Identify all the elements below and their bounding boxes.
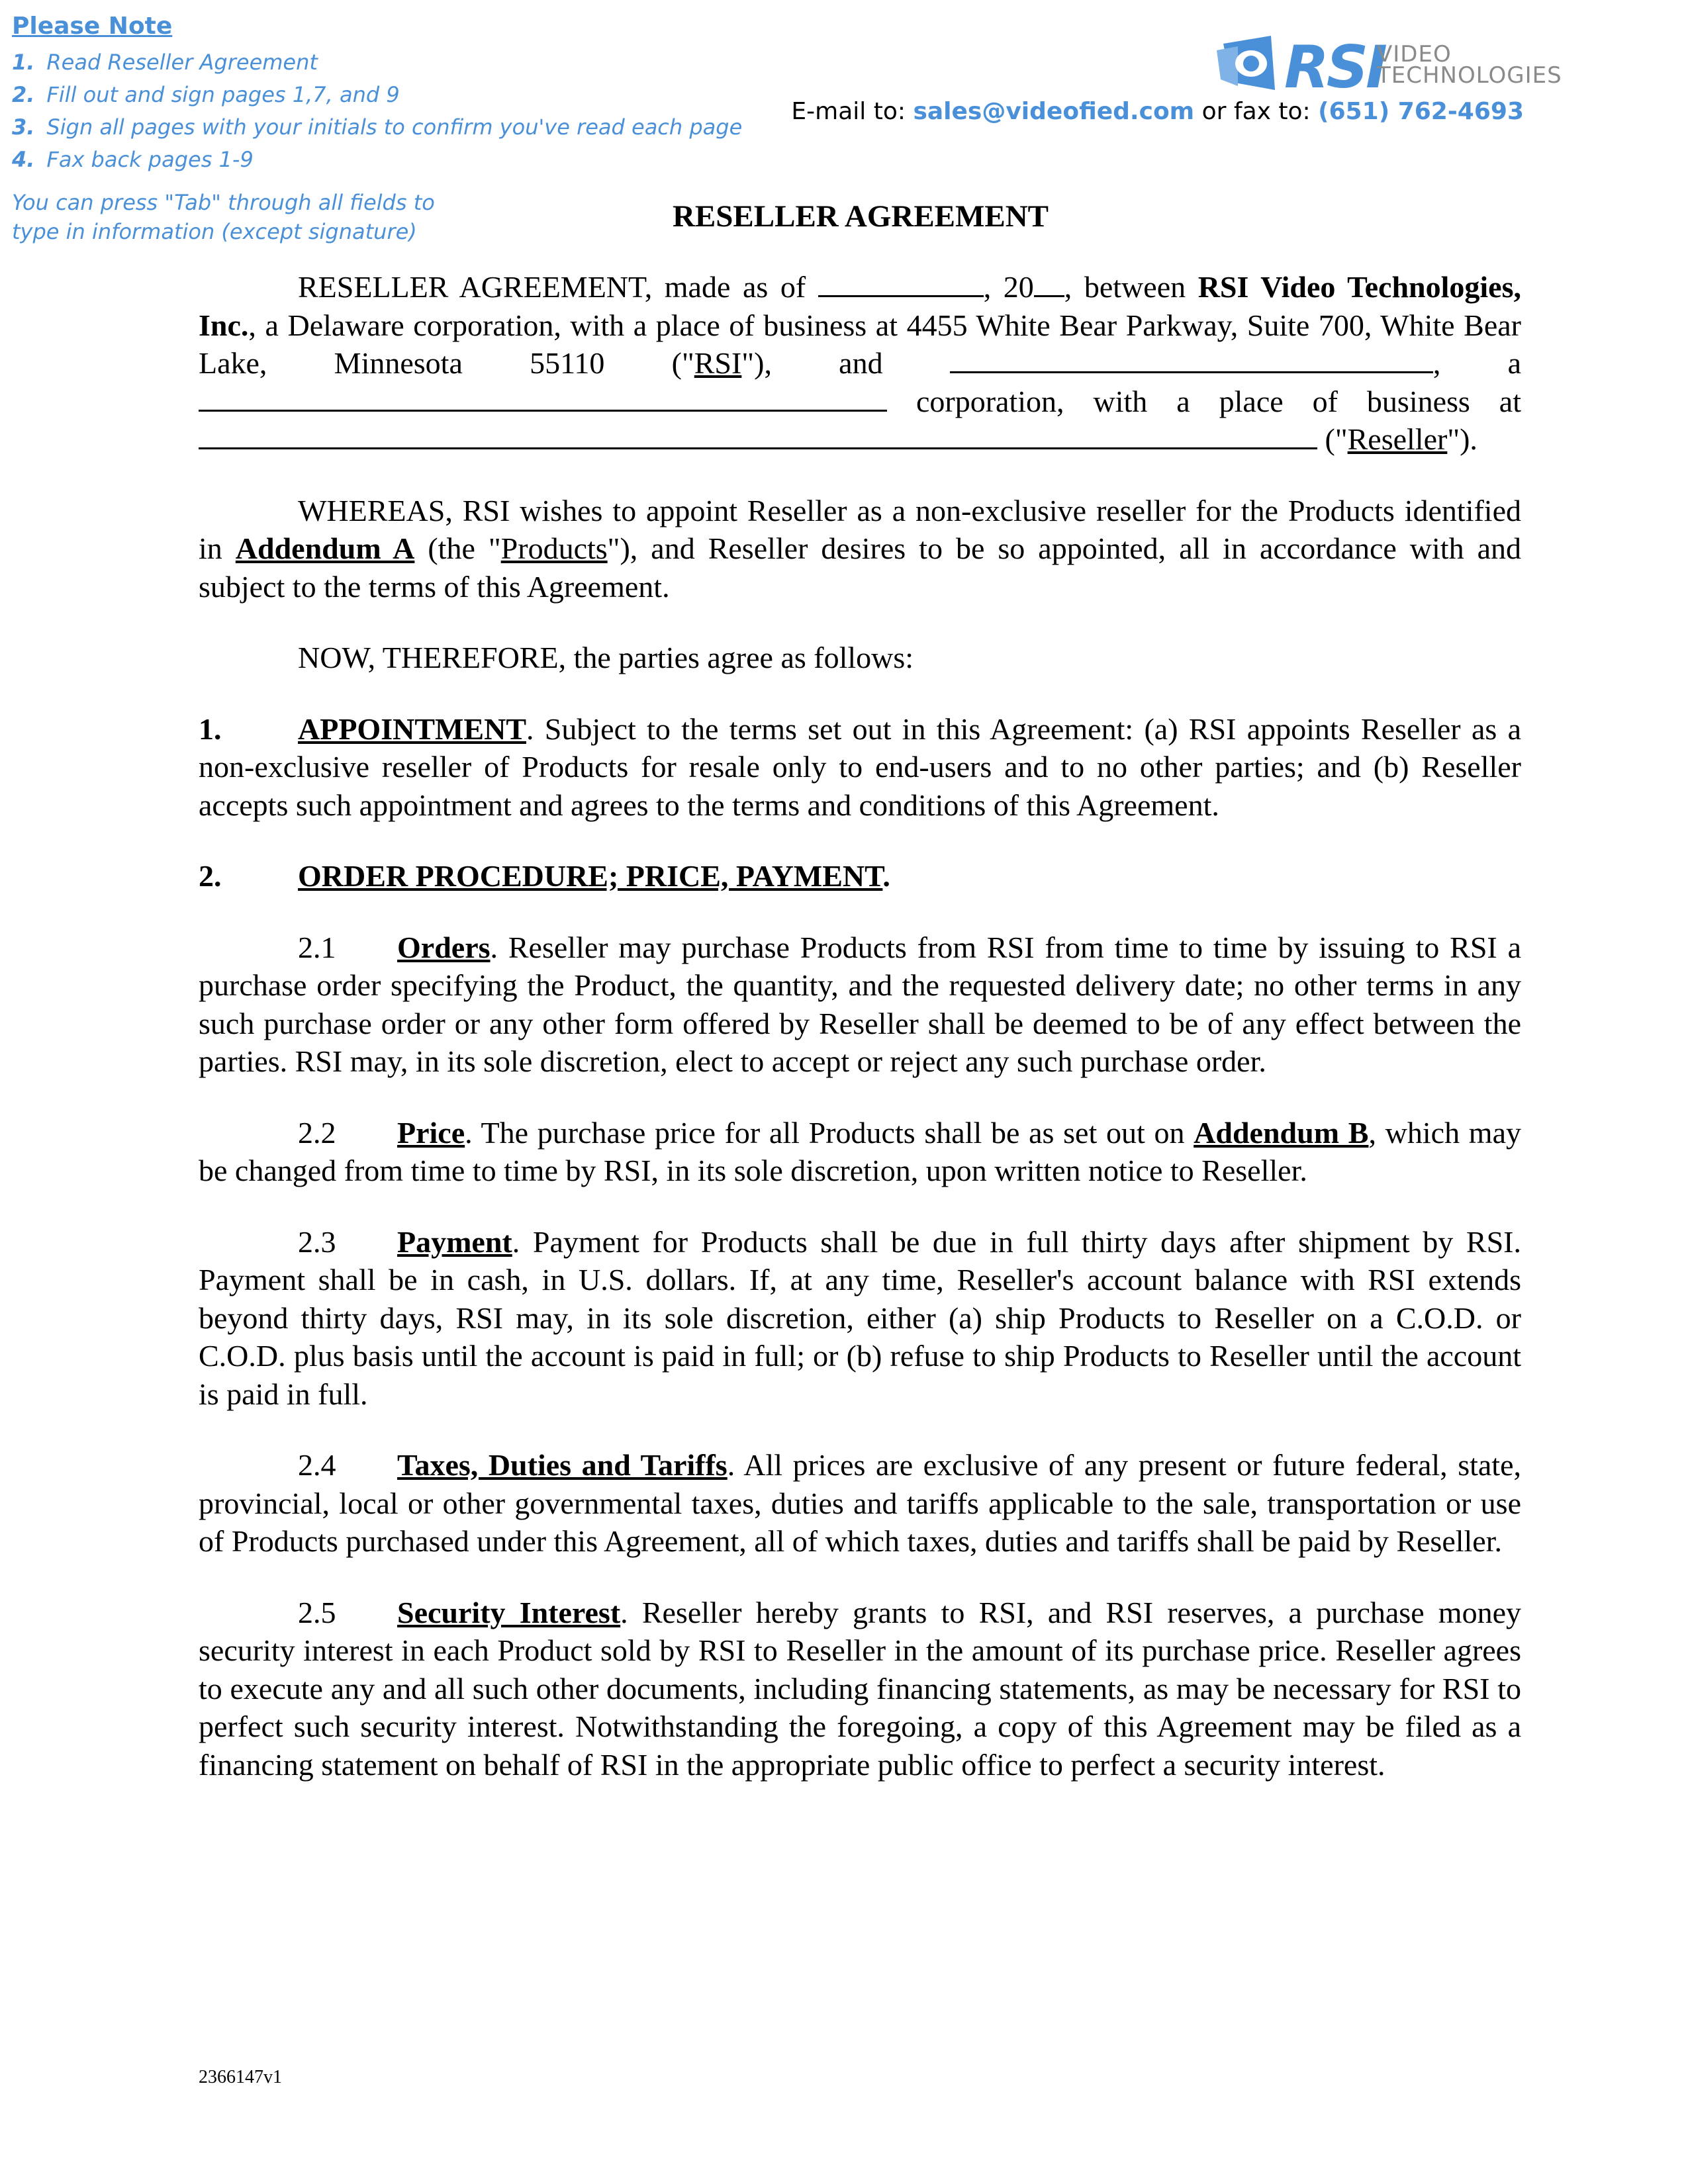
text: , 20: [983, 270, 1034, 304]
text: "), and Reseller desires to be so appointed, all in accordance with and subject to the terms of this Agreement.: [199, 531, 1521, 604]
section-number: 2.: [199, 859, 222, 893]
intro-paragraph: [199, 268, 1521, 459]
reseller-address-field[interactable]: [199, 421, 1317, 449]
text: WHEREAS, RSI wishes to appoint Reseller as a non-exclusive reseller for the Products identified in: [199, 493, 1521, 565]
note-number: 2.: [12, 82, 35, 107]
company-name: RSI Video Technologies, Inc.: [199, 270, 1521, 342]
text: (": [1317, 422, 1348, 456]
note-item: [12, 111, 743, 144]
notes-title: Please Note: [12, 13, 173, 40]
logo-brand: RSI: [1284, 33, 1385, 101]
email-label: E-mail to:: [791, 98, 914, 125]
subsection-text: . The purchase price for all Products shall be as set out on: [465, 1115, 1194, 1150]
note-number: 1.: [12, 50, 35, 75]
text: (the ": [414, 531, 501, 565]
subsection-number: 2.4: [298, 1448, 336, 1482]
subsection-text: . All prices are exclusive of any present or future federal, state, provincial, local or other governmental taxes, duties and tariffs applicable to the sale, transportation or use of Products purchased under this Agreement, all of which taxes, duties and tariffs shall be paid by Reseller.: [199, 1448, 1521, 1558]
date-field[interactable]: [818, 269, 984, 297]
subsection-text: . Reseller may purchase Products from RSI from time to time by issuing to RSI a purchase order specifying the Product, the quantity, and the requested delivery date; no other terms in any such purchase order or any other form offered by Reseller shall be deemed to be of any effect between the parties. RSI may, in its sole discretion, elect to accept or reject any such purchase order.: [199, 930, 1521, 1078]
text: .: [882, 859, 890, 893]
tab-hint-line: type in information (except signature): [12, 219, 417, 244]
subsection-heading: Taxes, Duties and Tariffs: [397, 1448, 727, 1482]
section-2-1: [199, 929, 1521, 1081]
note-item: [12, 46, 740, 79]
addendum-reference: Addendum A: [235, 531, 415, 565]
text: ").: [1447, 422, 1477, 456]
company-logo: [1211, 30, 1562, 103]
text: "), and: [741, 346, 950, 380]
note-item: [12, 79, 740, 111]
subsection-number: 2.2: [298, 1115, 336, 1150]
subsection-heading: Payment: [397, 1224, 512, 1259]
subsection-heading: Security Interest: [397, 1595, 621, 1629]
subsection-text: . Reseller hereby grants to RSI, and RSI reserves, a purchase money security interest in each Product sold by RSI to Reseller in the amount of its purchase price. Reseller agrees to execute any and all such other documents, including financing statements, as may be necessary for RSI to perfect such security interest. Notwithstanding the foregoing, a copy of this Agreement may be filed as a financing statement on behalf of RSI in the appropriate public office to perfect a security interest.: [199, 1595, 1521, 1782]
section-2-5: [199, 1594, 1521, 1784]
section-text: . Subject to the terms set out in this Agreement: (a) RSI appoints Reseller as a non-exclusive reseller of Products for resale only to end-users and to no other parties; and (b) Reseller accepts such appointment and agrees to the terms and conditions of this Agreement.: [199, 711, 1521, 822]
text: , a: [1432, 346, 1522, 380]
email-link[interactable]: sales@videofied.com: [913, 98, 1195, 125]
fax-label: or fax to:: [1194, 98, 1319, 125]
defined-term: RSI: [694, 346, 742, 380]
subsection-text: . Payment for Products shall be due in full thirty days after shipment by RSI. Payment shall be in cash, in U.S. dollars. If, at any time, Reseller's account balance with RSI extends beyond thirty days, RSI may, in its sole discretion, either (a) ship Products to Reseller on a C.O.D. or C.O.D. plus basis until the account is paid in full; or (b) refuse to ship Products to Reseller until the account is paid in full.: [199, 1224, 1521, 1411]
defined-term: Reseller: [1347, 422, 1448, 456]
note-text: Sign all pages with your initials to confirm you've read each page: [46, 114, 743, 140]
note-number: 3.: [12, 114, 35, 140]
subsection-number: 2.1: [298, 930, 336, 964]
defined-term: Products: [500, 531, 608, 565]
document-body: [199, 268, 1521, 1817]
reseller-state-field[interactable]: [199, 383, 887, 412]
subsection-number: 2.5: [298, 1595, 336, 1629]
section-number: 1.: [199, 711, 222, 746]
section-2-3: [199, 1223, 1521, 1414]
note-text: Fax back pages 1-9: [46, 147, 254, 172]
subsection-text: , which may be changed from time to time by RSI, in its sole discretion, upon written notice to Reseller.: [199, 1115, 1521, 1187]
text: RESELLER AGREEMENT, made as of: [298, 270, 818, 304]
logo-tagline: [1377, 41, 1562, 89]
subsection-number: 2.3: [298, 1224, 336, 1259]
text: , between: [1064, 270, 1198, 304]
eye-camera-icon: [1211, 30, 1284, 97]
subsection-heading: Price: [397, 1115, 465, 1150]
subsection-heading: Orders: [397, 930, 491, 964]
document-code: 2366147v1: [199, 2067, 282, 2087]
reseller-name-field[interactable]: [950, 345, 1433, 373]
tab-hint-line: You can press "Tab" through all fields to: [12, 190, 435, 215]
addendum-reference: Addendum B: [1194, 1115, 1369, 1150]
section-heading: APPOINTMENT: [298, 711, 526, 746]
section-2-2: [199, 1114, 1521, 1190]
document-title: RESELLER AGREEMENT: [672, 199, 1049, 234]
text: corporation, with a place of business at: [887, 384, 1521, 418]
section-2-4: [199, 1446, 1521, 1561]
section-heading: ORDER PROCEDURE; PRICE, PAYMENT: [298, 859, 883, 893]
note-text: Fill out and sign pages 1,7, and 9: [46, 82, 400, 107]
note-item: [12, 144, 740, 176]
logo-line: TECHNOLOGIES: [1377, 62, 1562, 89]
whereas-paragraph: [199, 492, 1521, 606]
note-number: 4.: [12, 147, 35, 172]
year-field[interactable]: [1034, 269, 1064, 297]
section-2: [199, 857, 1521, 895]
note-text: Read Reseller Agreement: [46, 50, 318, 75]
logo-line: VIDEO: [1377, 41, 1452, 68]
fax-number: (651) 762-4693: [1318, 98, 1524, 125]
therefore-paragraph: NOW, THEREFORE, the parties agree as follows:: [298, 641, 914, 674]
text: , a Delaware corporation, with a place of business at 4455 White Bear Parkway, Suite 700, White Bear Lake, Minnesota 55110 (": [199, 308, 1521, 380]
section-1: [199, 710, 1521, 825]
contact-line: [791, 98, 1524, 125]
